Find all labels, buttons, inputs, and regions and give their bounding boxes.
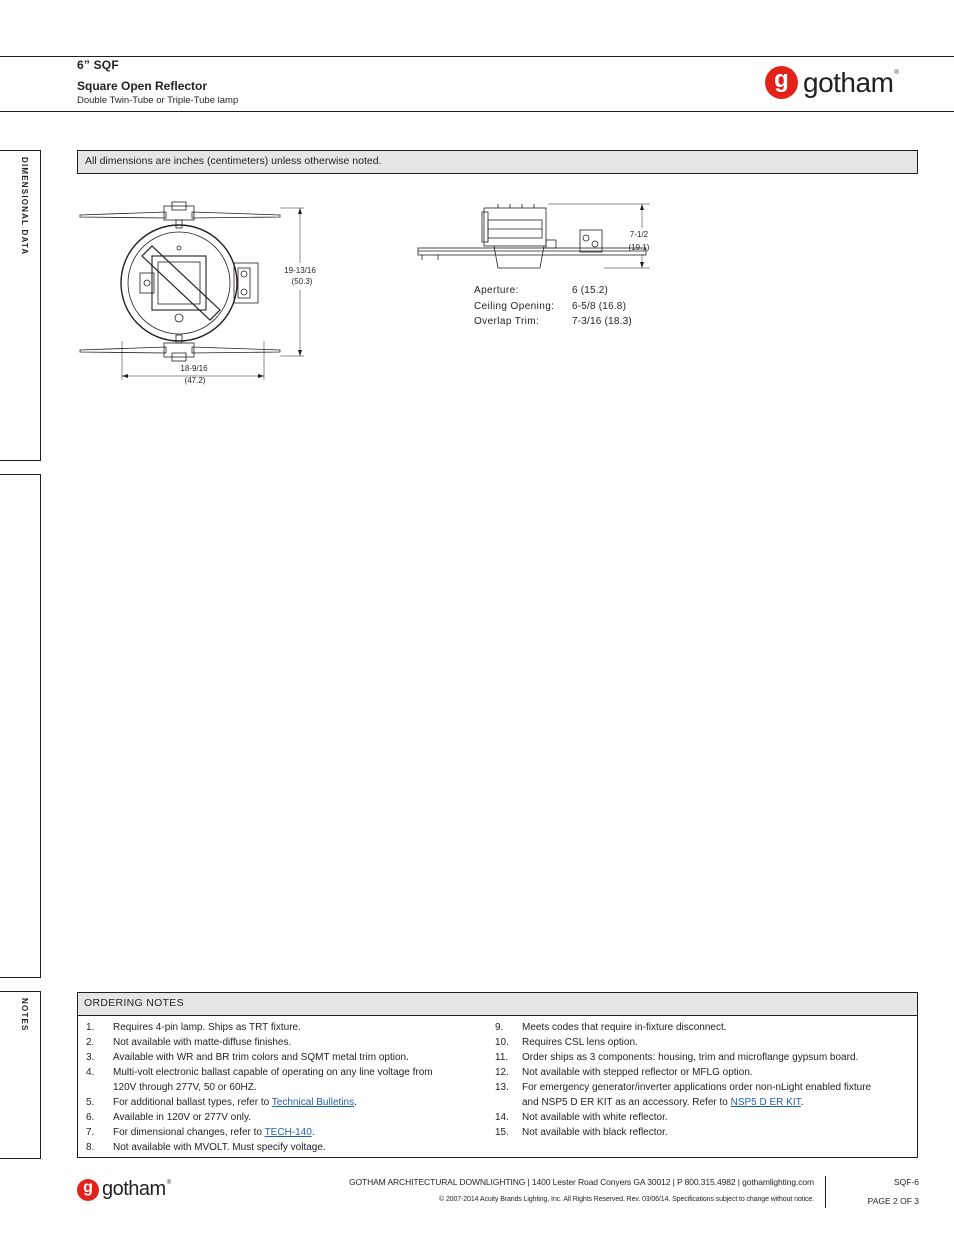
- note-item: 5. For additional ballast types, refer to Technical Bulletins.: [86, 1097, 357, 1108]
- note-item: 1. Requires 4-pin lamp. Ships as TRT fixture.: [86, 1022, 301, 1033]
- ordering-notes-heading: ORDERING NOTES: [78, 993, 917, 1016]
- note-item: 15. Not available with black reflector.: [495, 1127, 668, 1138]
- side-height-cm: (19.1): [628, 243, 650, 252]
- footer-divider: [825, 1176, 826, 1208]
- registered-mark: ®: [894, 70, 899, 76]
- note-item: 3. Available with WR and BR trim colors and SQMT metal trim option.: [86, 1052, 409, 1063]
- spec-label-overlap-trim: Overlap Trim:: [474, 316, 540, 327]
- note-item: 2. Not available with matte-diffuse finishes.: [86, 1037, 292, 1048]
- footer-logo: [77, 1178, 171, 1201]
- side-tab-dimensional-label: DIMENSIONAL DATA: [20, 157, 29, 256]
- note-item: 9. Meets codes that require in-fixture disconnect.: [495, 1022, 727, 1033]
- gotham-logo-icon: g: [77, 1179, 99, 1201]
- note-item: 12. Not available with stepped reflector or MFLG option.: [495, 1067, 753, 1078]
- footer-page-number: PAGE 2 OF 3: [867, 1196, 919, 1206]
- footer-registered-mark: ®: [166, 1180, 172, 1186]
- spec-value-aperture: 6 (15.2): [572, 285, 609, 296]
- plan-width-cm: (47.2): [184, 376, 206, 385]
- dimension-note: All dimensions are inches (centimeters) unless otherwise noted.: [77, 150, 918, 174]
- note-item: 8. Not available with MVOLT. Must specify voltage.: [86, 1142, 326, 1153]
- ordering-notes-right: [487, 1020, 917, 1140]
- note-item: 11. Order ships as 3 components: housing, trim and microflange gypsum board.: [495, 1052, 859, 1063]
- logo-wordmark: gotham: [803, 66, 894, 98]
- side-tab-notes-label: NOTES: [20, 998, 29, 1032]
- footer-contact: GOTHAM ARCHITECTURAL DOWNLIGHTING | 1400 Lester Road Conyers GA 30012 | P 800.315.4982 | gothamlighting.com: [348, 1177, 814, 1187]
- tech-140-link[interactable]: TECH-140: [264, 1127, 312, 1138]
- spec-label-aperture: Aperture:: [474, 285, 519, 296]
- header-top-rule: [0, 56, 954, 57]
- spec-value-overlap-trim: 7-3/16 (18.3): [572, 316, 632, 327]
- plan-height-cm: (50.3): [291, 277, 313, 286]
- side-height-in: 7-1/2: [629, 230, 649, 239]
- note-item: 4. Multi-volt electronic ballast capable of operating on any line voltage from 120V through 277V, 50 or 60HZ.: [86, 1067, 433, 1093]
- ordering-notes-box: [77, 992, 918, 1158]
- footer-logo-wordmark: gotham: [102, 1178, 166, 1200]
- nsp5-d-er-kit-link[interactable]: NSP5 D ER KIT: [730, 1097, 801, 1108]
- plan-height-in: 19-13/16: [284, 266, 316, 275]
- page-title: Square Open Reflector: [77, 79, 208, 93]
- technical-bulletins-link[interactable]: Technical Bulletins: [271, 1097, 355, 1108]
- note-item: 6. Available in 120V or 277V only.: [86, 1112, 252, 1123]
- side-view-drawing: [414, 198, 664, 278]
- plan-view-drawing: [74, 198, 344, 388]
- footer-copyright: © 2007-2014 Acuity Brands Lighting, Inc. All Rights Reserved. Rev. 03/06/14. Specifications subject to change without notice.: [438, 1196, 814, 1203]
- ordering-notes-left: [78, 1020, 483, 1155]
- gotham-logo-icon: g: [765, 66, 798, 99]
- plan-width-in: 18-9/16: [180, 364, 208, 373]
- spec-label-ceiling-opening: Ceiling Opening:: [474, 301, 555, 312]
- footer-doc-code: SQF-6: [893, 1177, 919, 1187]
- spec-value-ceiling-opening: 6-5/8 (16.8): [572, 301, 627, 312]
- page-subtitle: Double Twin-Tube or Triple-Tube lamp: [77, 95, 239, 106]
- note-item: 7. For dimensional changes, refer to TECH-140.: [86, 1127, 315, 1138]
- side-tab-blank: [0, 474, 41, 978]
- header-bottom-rule: [0, 111, 954, 112]
- header-logo: [765, 66, 899, 99]
- note-item: 10. Requires CSL lens option.: [495, 1037, 638, 1048]
- product-code: 6” SQF: [77, 58, 119, 72]
- note-item: 13. For emergency generator/inverter applications order non-nLight enabled fixture and NSP5 D ER KIT as an accessory. Refer to NSP5 D ER KIT.: [495, 1082, 872, 1108]
- note-item: 14. Not available with white reflector.: [495, 1112, 668, 1123]
